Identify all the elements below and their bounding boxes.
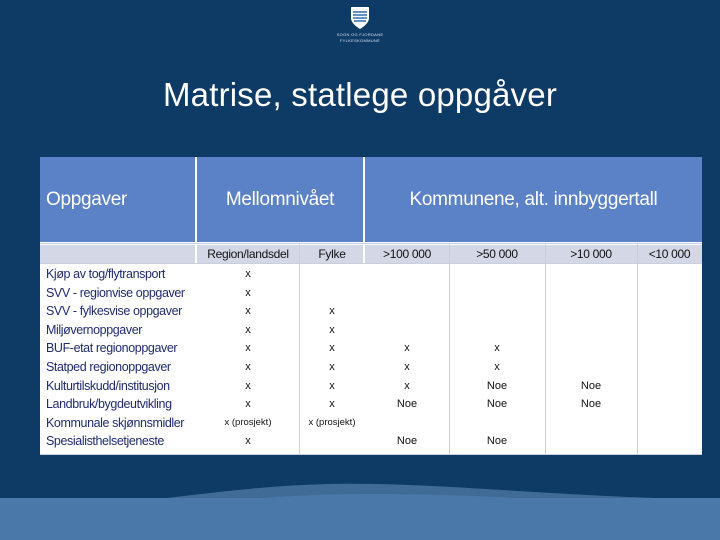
matrix-cell: x bbox=[404, 379, 410, 392]
task-label: SVV - regionvise oppgaver bbox=[46, 285, 185, 300]
matrix-cell: Noe bbox=[396, 398, 418, 411]
task-label: Miljøvernoppgaver bbox=[46, 322, 143, 337]
subheader-3: >50 000 bbox=[476, 247, 518, 261]
matrix-cell: Noe bbox=[486, 435, 508, 448]
header-middle-level-label: Mellomnivået bbox=[225, 188, 335, 210]
subheader-5: <10 000 bbox=[648, 247, 691, 261]
header-middle-level bbox=[197, 157, 363, 242]
matrix-cell: x bbox=[245, 305, 251, 318]
row-divider bbox=[40, 243, 702, 244]
footer-band bbox=[0, 498, 720, 540]
matrix-cell: x bbox=[329, 361, 335, 373]
task-label: Statped regionoppgaver bbox=[46, 360, 171, 374]
subheader-2: >100 000 bbox=[383, 247, 431, 261]
task-matrix-table bbox=[40, 157, 702, 455]
matrix-cell: Noe bbox=[580, 398, 602, 411]
matrix-cell: Noe bbox=[396, 435, 418, 448]
column-divider bbox=[545, 243, 546, 455]
task-label: Kjøp av tog/flytransport bbox=[46, 267, 165, 281]
matrix-cell: x bbox=[245, 435, 251, 448]
matrix-cell: x bbox=[245, 342, 251, 355]
organization-logo bbox=[330, 4, 390, 46]
matrix-cell: x bbox=[245, 361, 251, 373]
matrix-cell: x bbox=[404, 342, 410, 355]
row-divider bbox=[40, 263, 702, 264]
matrix-cell: x bbox=[329, 323, 335, 336]
matrix-cell: x bbox=[329, 379, 335, 392]
matrix-cell: x bbox=[245, 379, 251, 392]
header-tasks bbox=[40, 157, 201, 242]
matrix-cell: x (prosjekt) bbox=[224, 416, 272, 428]
matrix-cell: x bbox=[245, 268, 251, 280]
task-label: Kulturtilskudd/institusjon bbox=[46, 378, 170, 393]
matrix-cell: Noe bbox=[486, 379, 508, 392]
matrix-cell: x bbox=[329, 342, 335, 355]
logo-text-line2: FYLKESKOMMUNE bbox=[339, 38, 381, 43]
task-label: SVV - fylkesvise oppgaver bbox=[46, 304, 182, 319]
header-tasks-label: Oppgaver bbox=[46, 188, 128, 210]
slide-title: Matrise, statlege oppgåver bbox=[162, 76, 558, 113]
matrix-cell: x bbox=[245, 398, 251, 411]
matrix-cell: Noe bbox=[580, 379, 602, 392]
matrix-cell: x bbox=[245, 286, 251, 299]
matrix-cell: x bbox=[329, 398, 335, 411]
matrix-cell: x bbox=[404, 361, 410, 373]
row-divider bbox=[40, 454, 702, 455]
matrix-cell: x bbox=[329, 305, 335, 318]
matrix-cell: Noe bbox=[486, 398, 508, 411]
matrix-cell: x bbox=[494, 342, 500, 355]
matrix-cell: x bbox=[245, 323, 251, 336]
header-municipalities-label: Kommunene, alt. innbyggertall bbox=[409, 188, 658, 210]
shield-crest-icon bbox=[350, 6, 370, 30]
matrix-cell: x (prosjekt) bbox=[308, 416, 356, 428]
task-label: Landbruk/bygdeutvikling bbox=[46, 397, 172, 412]
subheader-4: >10 000 bbox=[570, 247, 612, 261]
subheader-0: Region/landsdel bbox=[207, 247, 289, 261]
task-label: Spesialisthelsetjeneste bbox=[46, 434, 164, 449]
logo-text-line1: SOGN OG FJORDANE bbox=[336, 32, 384, 37]
task-label: BUF-etat regionoppgaver bbox=[46, 341, 178, 356]
task-label: Kommunale skjønnsmidler bbox=[46, 415, 185, 430]
header-municipalities bbox=[365, 157, 702, 242]
column-divider bbox=[637, 243, 638, 455]
subheader-1: Fylke bbox=[318, 247, 346, 261]
matrix-cell: x bbox=[494, 361, 500, 373]
